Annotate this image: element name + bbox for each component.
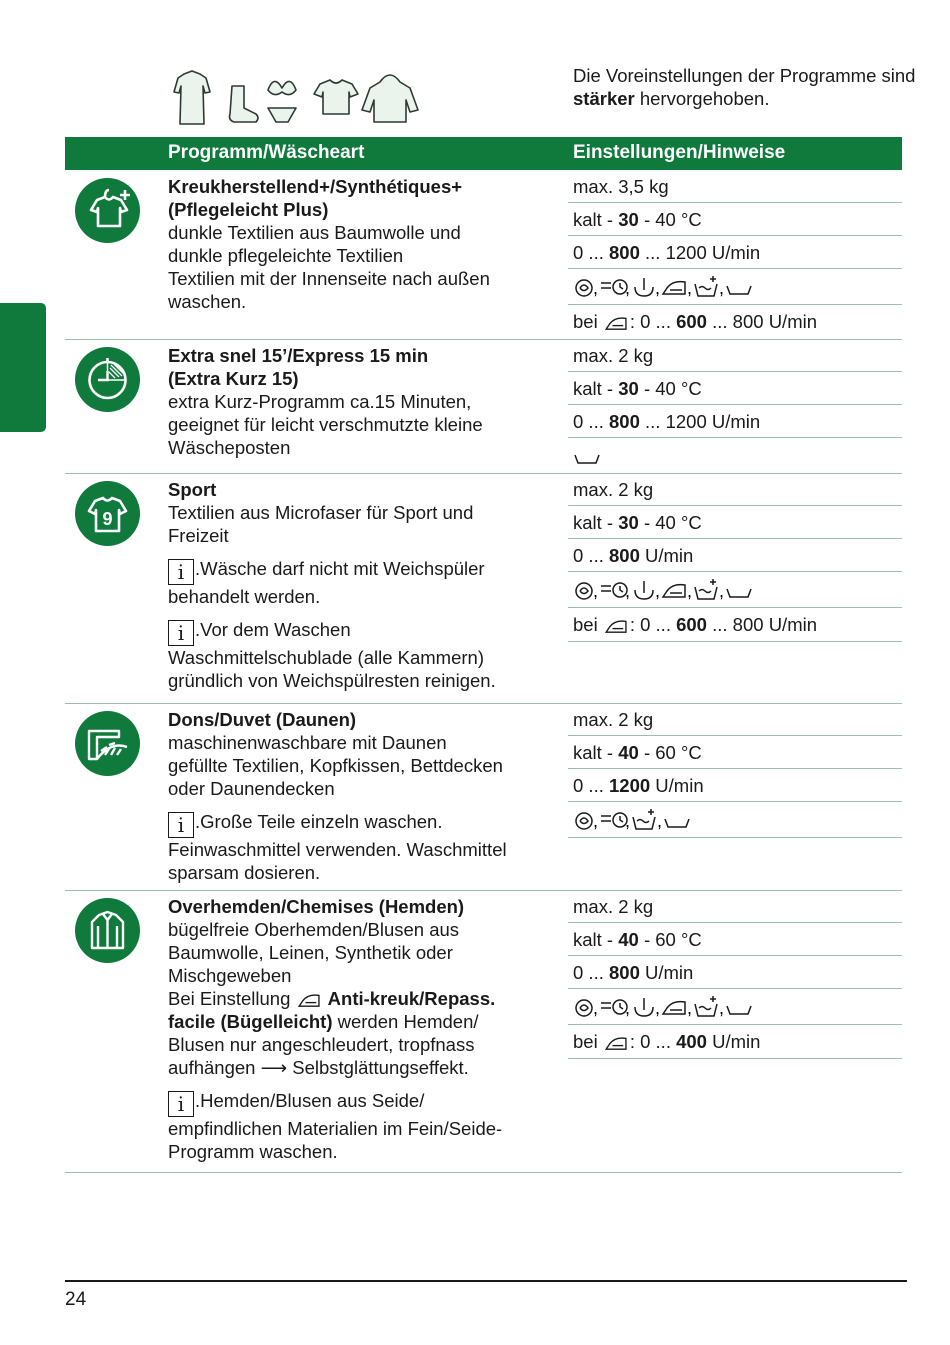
sock-icon	[230, 86, 259, 122]
info-note: i .Vor dem Waschen Waschmittelschublade (alle Kammern) gründlich von Weichspülresten reinigen.	[168, 619, 496, 691]
setting-iron-spin: bei : 0 ... 400 U/min	[568, 1025, 902, 1059]
option-symbols	[573, 441, 773, 469]
svg-text:,: ,	[655, 998, 661, 1018]
iron-icon	[603, 1033, 630, 1051]
iron-icon	[603, 313, 630, 331]
bra-icon	[268, 81, 296, 94]
header-settings: Einstellungen/Hinweise	[573, 142, 786, 163]
option-symbols	[573, 992, 773, 1020]
svg-text:,: ,	[593, 278, 599, 298]
setting-iron-spin: bei : 0 ... 600 ... 800 U/min	[568, 608, 902, 642]
setting-temp: kalt - 30 - 40 °C	[568, 372, 902, 405]
svg-text:,: ,	[593, 581, 599, 601]
footer-divider	[65, 1280, 907, 1282]
option-symbols	[573, 272, 773, 300]
row-separator	[65, 1172, 902, 1173]
svg-text:,: ,	[625, 998, 631, 1018]
svg-text:,: ,	[655, 581, 661, 601]
duvet-icon	[75, 711, 140, 776]
section-tab	[0, 303, 46, 432]
svg-text:,: ,	[657, 811, 663, 831]
svg-text:,: ,	[625, 811, 631, 831]
svg-text:,: ,	[593, 811, 599, 831]
program-synthetics-plus: Kreukherstellend+/Synthétiques+ (Pflegeleicht Plus) dunkle Textilien aus Baumwolle und dunkle pflegeleichte Textilien Textilien mit der Innenseite nach außen waschen.	[168, 176, 490, 312]
setting-spin: 0 ... 800 ... 1200 U/min	[568, 236, 902, 269]
option-symbols	[573, 805, 773, 833]
setting-iron-spin: bei : 0 ... 600 ... 800 U/min	[573, 311, 817, 332]
setting-options	[568, 269, 902, 305]
setting-spin: 0 ... 1200 U/min	[568, 769, 902, 802]
arrow-icon: ⟶	[260, 1057, 288, 1078]
dress-icon	[174, 71, 210, 124]
info-icon: i	[168, 812, 194, 838]
setting-load: max. 2 kg	[568, 339, 902, 372]
info-icon: i	[168, 559, 194, 585]
program-shirts: Overhemden/Chemises (Hemden) bügelfreie Oberhemden/Blusen aus Baumwolle, Leinen, Synthetik oder Mischgeweben Bei Einstellung Anti-kreuk/Repass. facile (Bügelleicht) werden Hemden/ Blusen nur angeschleudert, tropfnass aufhängen ⟶ Selbstglättungseffekt. i .Hemden/Blusen aus Seide/ empfindlichen Materialien im Fein/Seide- Programm waschen.	[168, 895, 558, 1163]
setting-temp: kalt - 40 - 60 °C	[568, 923, 902, 956]
page-number: 24	[65, 1289, 87, 1310]
program-sport: Sport Textilien aus Microfaser für Sport und Freizeit i .Wäsche darf nicht mit Weichspüler behandelt werden. i .Vor dem Waschen Waschmittelschublade (alle Kammern) gründlich von Weichspülresten reinigen.	[168, 478, 558, 692]
info-icon: i	[168, 1091, 194, 1117]
iron-icon	[603, 616, 630, 634]
setting-load: max. 2 kg	[568, 890, 902, 923]
tshirt-icon	[314, 80, 358, 114]
intro-text: Die Voreinstellungen der Programme sind stärker hervorgehoben.	[573, 65, 916, 109]
svg-text:,: ,	[625, 278, 631, 298]
setting-options	[568, 989, 902, 1025]
info-note: i .Hemden/Blusen aus Seide/ empfindlichen Materialien im Fein/Seide- Programm waschen.	[168, 1090, 503, 1162]
setting-options	[568, 802, 902, 838]
setting-temp: kalt - 30 - 40 °C	[568, 506, 902, 539]
synthetics-plus-icon	[75, 178, 140, 243]
briefs-icon	[268, 108, 296, 122]
clothing-icons	[170, 68, 425, 130]
svg-text:,: ,	[687, 278, 693, 298]
svg-text:,: ,	[719, 581, 725, 601]
setting-temp: kalt - 40 - 60 °C	[568, 736, 902, 769]
info-icon: i	[168, 620, 194, 646]
option-symbols	[573, 575, 773, 603]
program-duvet: Dons/Duvet (Daunen) maschinenwaschbare mit Daunen gefüllte Textilien, Kopfkissen, Bettdecken oder Daunendecken i .Große Teile einzeln waschen. Feinwaschmittel verwenden. Waschmittel sparsam dosieren.	[168, 708, 558, 884]
intro-bold: stärker	[573, 88, 635, 109]
header-program: Programm/Wäscheart	[168, 142, 365, 163]
program-express-15: Extra snel 15’/Express 15 min (Extra Kurz 15) extra Kurz-Programm ca.15 Minuten, geeignet für leicht verschmutzte kleine Wäscheposten	[168, 345, 483, 458]
svg-text:,: ,	[593, 998, 599, 1018]
setting-load: max. 2 kg	[568, 473, 902, 506]
info-note: i .Große Teile einzeln waschen. Feinwaschmittel verwenden. Waschmittel sparsam dosieren.	[168, 811, 507, 883]
svg-text:,: ,	[655, 278, 661, 298]
sport-icon	[75, 481, 140, 546]
setting-options	[568, 572, 902, 608]
jacket-icon	[362, 75, 418, 122]
iron-icon	[296, 990, 323, 1008]
svg-text:,: ,	[625, 581, 631, 601]
express-15-icon	[75, 347, 140, 412]
setting-temp: kalt - 30 - 40 °C	[568, 203, 902, 236]
svg-text:,: ,	[687, 581, 693, 601]
setting-load: max. 2 kg	[568, 703, 902, 736]
setting-spin: 0 ... 800 U/min	[568, 956, 902, 989]
svg-text:9: 9	[102, 509, 113, 529]
svg-text:,: ,	[719, 278, 725, 298]
setting-spin: 0 ... 800 U/min	[568, 539, 902, 572]
svg-text:,: ,	[719, 998, 725, 1018]
shirts-icon	[75, 898, 140, 963]
info-note: i .Wäsche darf nicht mit Weichspüler behandelt werden.	[168, 558, 485, 607]
setting-load: max. 3,5 kg	[568, 170, 902, 203]
setting-options	[568, 438, 902, 473]
setting-spin: 0 ... 800 ... 1200 U/min	[568, 405, 902, 438]
svg-text:,: ,	[687, 998, 693, 1018]
